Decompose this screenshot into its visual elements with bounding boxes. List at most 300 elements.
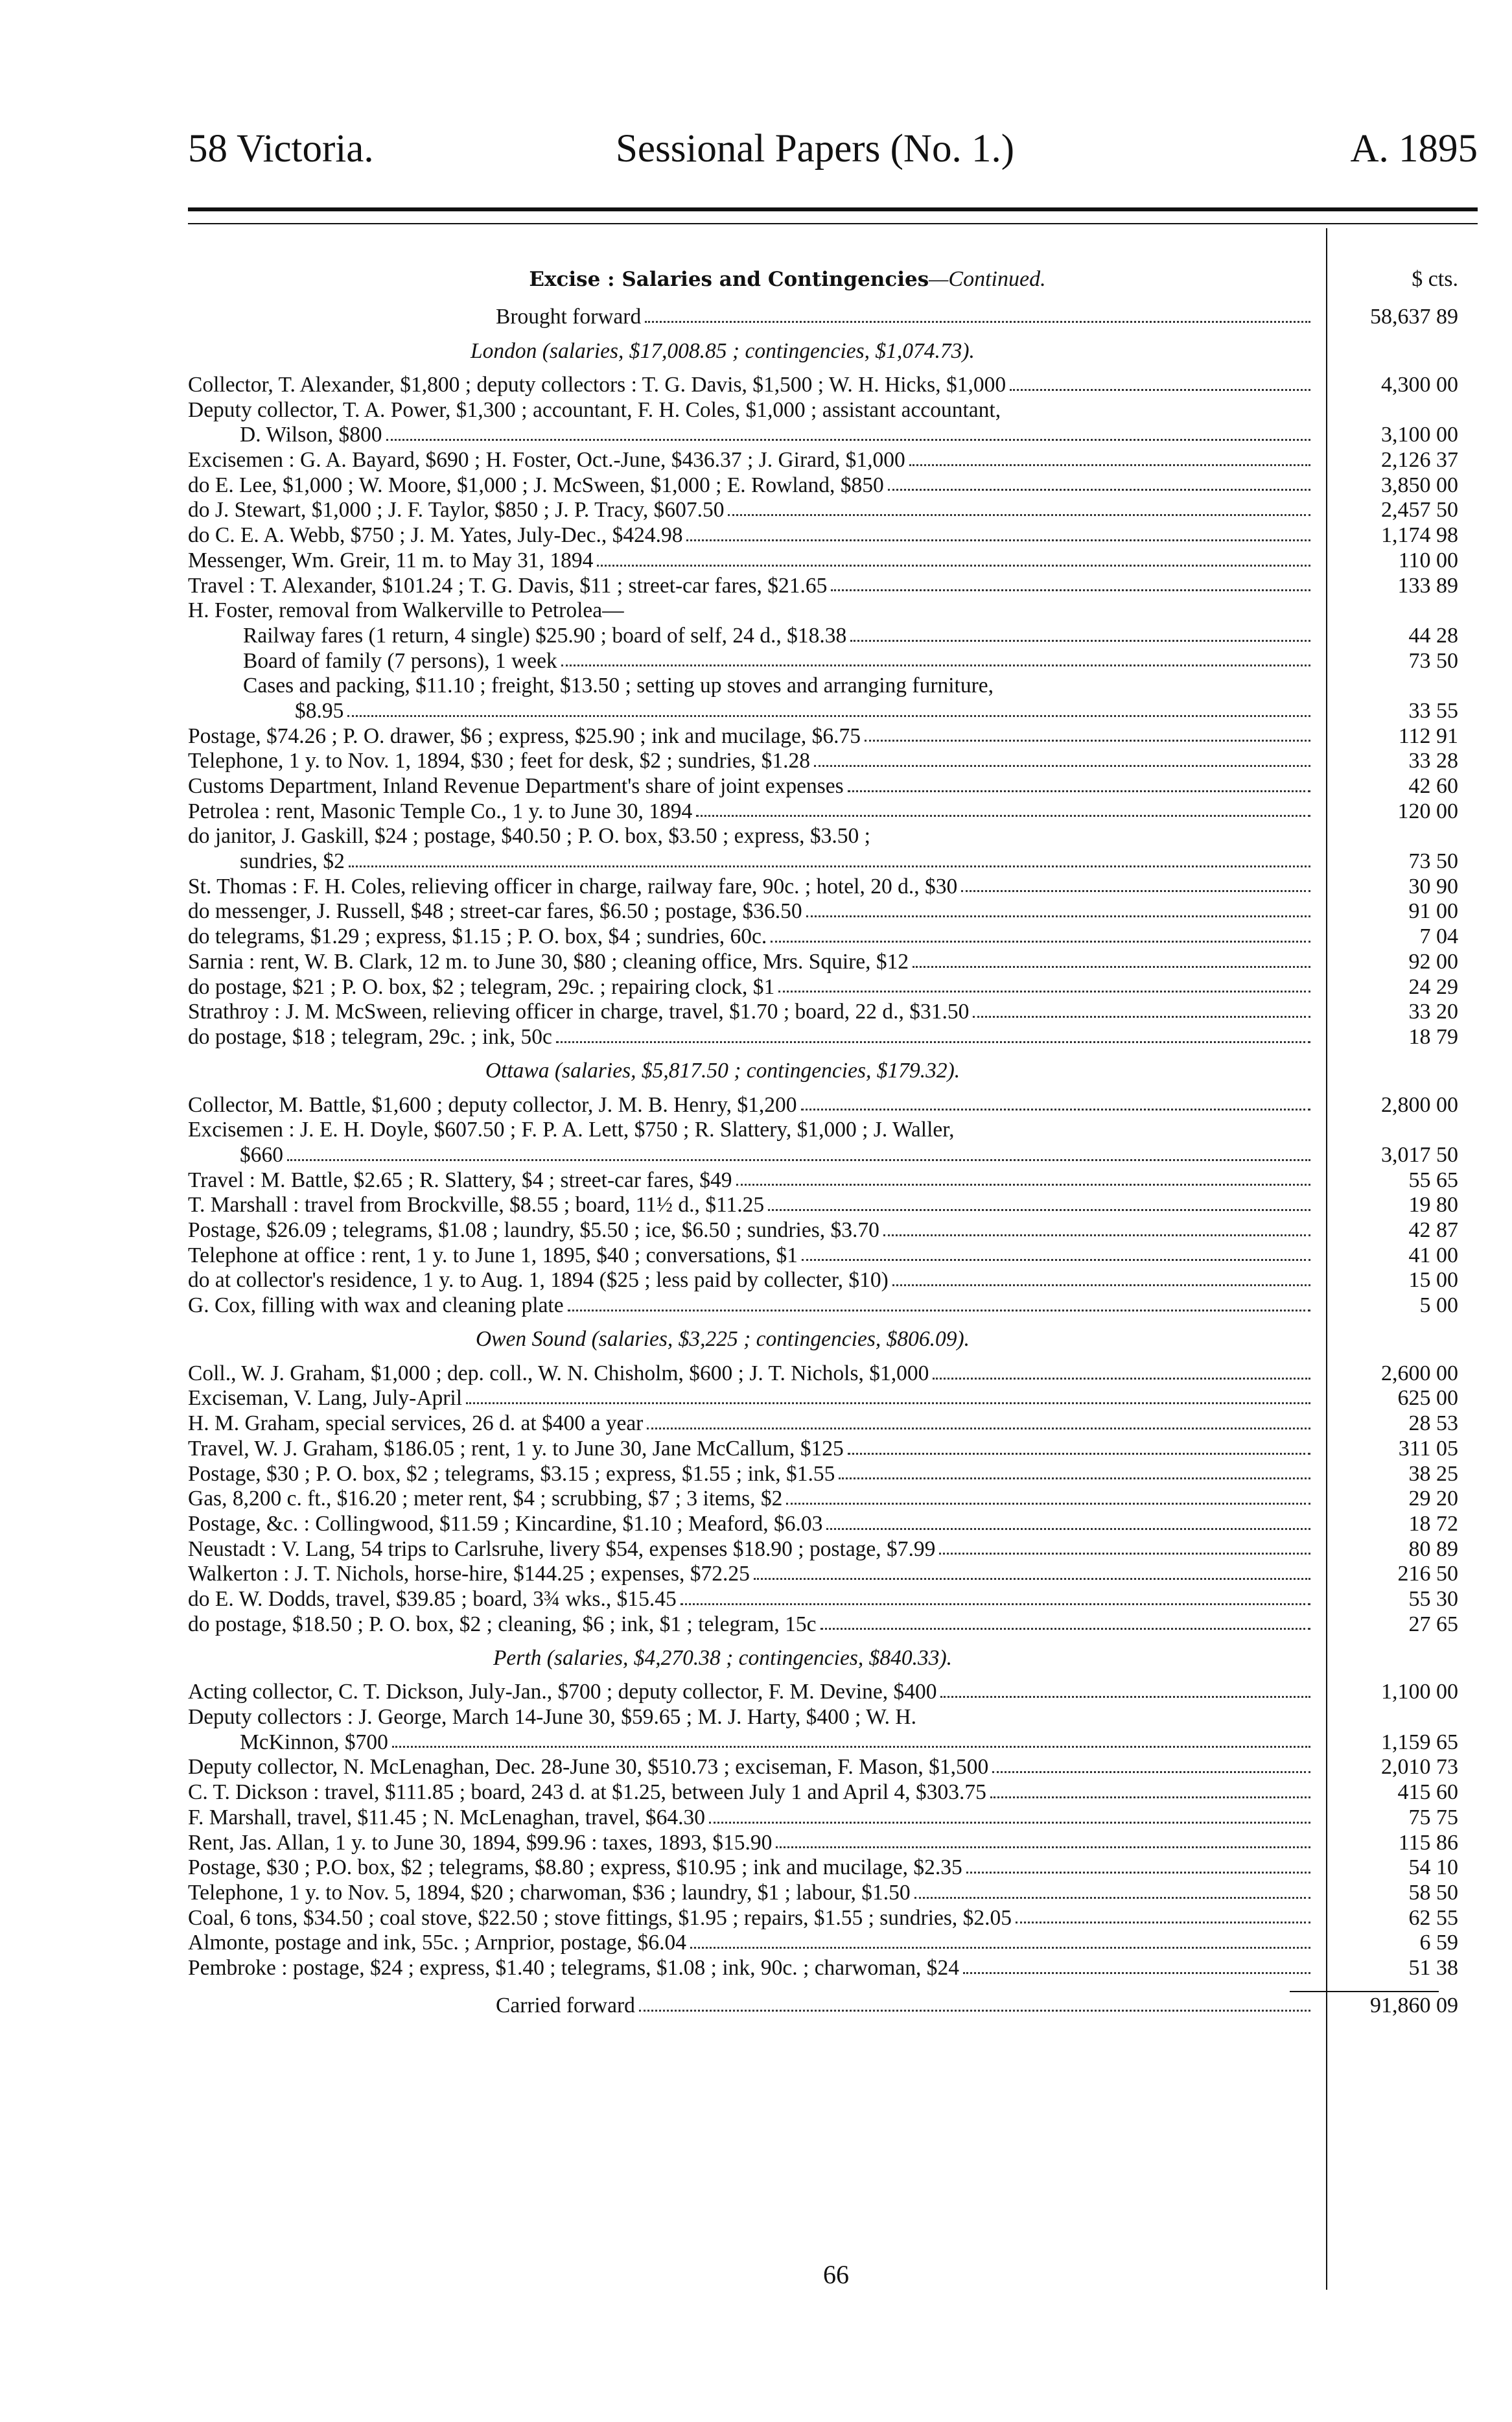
leader-dots: [883, 1234, 1310, 1236]
leader-dots: [786, 1503, 1310, 1505]
row-amount: 42 87: [1408, 1218, 1458, 1243]
ledger-row: [188, 749, 1478, 774]
row-description: [188, 774, 1316, 799]
row-description: [188, 1587, 1316, 1612]
row-description: [188, 1956, 1316, 1981]
ledger-row: [188, 899, 1478, 924]
leader-dots: [806, 915, 1310, 917]
row-amount: 1,159 65: [1381, 1730, 1458, 1754]
ledger-row: [188, 1805, 1478, 1831]
row-amount: 3,017 50: [1381, 1142, 1458, 1167]
row-description: [188, 548, 1316, 574]
row-amount: 2,010 73: [1381, 1755, 1458, 1780]
row-description: [188, 1612, 1316, 1638]
row-amount: 1,174 98: [1381, 523, 1458, 548]
row-amount: 28 53: [1408, 1411, 1458, 1436]
row-amount: 33 28: [1408, 749, 1458, 773]
leader-dots: [696, 815, 1310, 817]
row-description: [188, 1855, 1316, 1881]
leader-dots: [940, 1696, 1310, 1698]
row-description: [188, 975, 1316, 1000]
leader-dots: [736, 1184, 1311, 1186]
ledger-row: [188, 975, 1478, 1000]
row-text: $8.95: [295, 698, 344, 723]
row-amount: 27 65: [1408, 1612, 1458, 1636]
row-text: Gas, 8,200 c. ft., $16.20 ; meter rent, $4 ; scrubbing, $7 ; 3 items, $2: [188, 1487, 783, 1511]
row-text: Neustadt : V. Lang, 54 trips to Carlsruhe, livery $54, expenses $18.90 ; postage, $7.99: [188, 1536, 936, 1561]
row-text: Rent, Jas. Allan, 1 y. to June 30, 1894, $99.96 : taxes, 1893, $15.90: [188, 1830, 773, 1855]
leader-dots: [287, 1159, 1310, 1161]
row-description: [188, 1268, 1316, 1293]
section-heading-text: Owen Sound (salaries, $3,225 ; contingencies, $806.09).: [475, 1327, 970, 1352]
ledger-row: [188, 724, 1478, 749]
row-description: [188, 950, 1316, 975]
leader-dots: [1010, 389, 1310, 391]
row-text: G. Cox, filling with wax and cleaning plate: [188, 1293, 564, 1318]
row-description: [188, 624, 1316, 649]
row-text: Pembroke : postage, $24 ; express, $1.40 ; telegrams, $1.08 ; ink, 90c. ; charwoman, $24: [188, 1955, 959, 1980]
row-description: [188, 1218, 1316, 1243]
row-text: Telephone at office : rent, 1 y. to June 1, 1895, $40 ; conversations, $1: [188, 1243, 798, 1267]
ledger-row: [188, 1881, 1478, 1906]
ledger-row: [188, 574, 1478, 599]
row-text: Postage, $74.26 ; P. O. drawer, $6 ; express, $25.90 ; ink and mucilage, $6.75: [188, 723, 861, 748]
row-description: [188, 899, 1316, 924]
row-description: [188, 824, 1316, 874]
row-description: [188, 749, 1316, 774]
row-amount: 112 91: [1398, 723, 1458, 748]
row-text: do at collector's residence, 1 y. to Aug. 1, 1894 ($25 ; less paid by collecter, $10): [188, 1268, 889, 1293]
leader-dots: [386, 439, 1310, 441]
row-text: Railway fares (1 return, 4 single) $25.90 ; board of self, 24 d., $18.38: [243, 623, 847, 648]
ledger-row: [188, 1387, 1478, 1412]
leader-dots: [939, 1553, 1310, 1555]
row-description: [188, 1411, 1316, 1437]
row-text: H. M. Graham, special services, 26 d. at $400 a year: [188, 1411, 644, 1436]
row-amount: 216 50: [1397, 1562, 1458, 1586]
row-text: McKinnon, $700: [240, 1730, 388, 1754]
row-text: do postage, $18.50 ; P. O. box, $2 ; cleaning, $6 ; ink, $1 ; telegram, 15c: [188, 1612, 817, 1636]
row-text: Travel : M. Battle, $2.65 ; R. Slattery, $4 ; street-car fares, $49: [188, 1168, 732, 1192]
header-rule-thin: [188, 223, 1478, 224]
leader-dots: [850, 640, 1310, 642]
row-text: Excisemen : G. A. Bayard, $690 ; H. Foster, Oct.-June, $436.37 ; J. Girard, $1,000: [188, 448, 905, 473]
row-amount: 58 50: [1408, 1880, 1458, 1905]
row-text: do E. W. Dodds, travel, $39.85 ; board, 3¾ wks., $15.45: [188, 1586, 677, 1611]
row-amount: 2,126 37: [1381, 448, 1458, 473]
row-amount: 24 29: [1408, 974, 1458, 999]
leader-dots: [888, 489, 1310, 491]
leader-dots: [814, 765, 1310, 767]
row-description: [188, 1705, 1316, 1755]
leader-dots: [728, 514, 1310, 516]
brought-forward-amount: 58,637 89: [1370, 305, 1458, 329]
row-description: [188, 498, 1316, 523]
row-description: [188, 1906, 1316, 1931]
ledger-row: [188, 398, 1478, 448]
row-description: [188, 1437, 1316, 1462]
section-heading: [188, 1637, 1478, 1680]
row-amount: 44 28: [1408, 623, 1458, 648]
leader-dots: [639, 2010, 1310, 2012]
row-description: [188, 1931, 1316, 1956]
ledger-row: [188, 1268, 1478, 1293]
ledger-row: [188, 824, 1478, 874]
row-amount: 33 55: [1408, 698, 1458, 723]
leader-dots: [645, 321, 1310, 323]
row-description: [188, 1537, 1316, 1562]
ledger-row: [188, 1462, 1478, 1487]
row-amount: 2,600 00: [1381, 1361, 1458, 1385]
section-heading-text: Perth (salaries, $4,270.38 ; contingencies, $840.33).: [493, 1646, 953, 1671]
row-description: [188, 924, 1316, 950]
ledger-row: [188, 799, 1478, 825]
row-text: F. Marshall, travel, $11.45 ; N. McLenaghan, travel, $64.30: [188, 1805, 706, 1829]
row-text: H. Foster, removal from Walkerville to Petrolea—: [188, 598, 624, 623]
row-amount: 133 89: [1397, 573, 1458, 598]
ledger-row: [188, 649, 1478, 674]
row-description: [188, 649, 1316, 674]
leader-dots: [466, 1402, 1310, 1404]
leader-dots: [820, 1628, 1310, 1630]
row-text: Deputy collector, T. A. Power, $1,300 ; accountant, F. H. Coles, $1,000 ; assistant accountant,: [188, 397, 1001, 422]
carried-forward-row: [188, 1981, 1478, 2019]
row-text: Exciseman, V. Lang, July-April: [188, 1386, 463, 1411]
running-head-left: 58 Victoria.: [188, 127, 374, 170]
row-text: Almonte, postage and ink, 55c. ; Arnprior, postage, $6.04: [188, 1931, 687, 1955]
table-title-bold: Excise : Salaries and Contingencies: [529, 268, 929, 292]
row-text: Collector, M. Battle, $1,600 ; deputy collector, J. M. B. Henry, $1,200: [188, 1092, 797, 1117]
section-heading-text: Ottawa (salaries, $5,817.50 ; contingencies, $179.32).: [485, 1059, 960, 1083]
row-amount: 18 79: [1408, 1024, 1458, 1049]
ledger-row: [188, 1118, 1478, 1168]
row-amount: 120 00: [1397, 799, 1458, 823]
ledger-row: [188, 1093, 1478, 1118]
row-text: Deputy collector, N. McLenaghan, Dec. 28-June 30, $510.73 ; exciseman, F. Mason, $1,500: [188, 1755, 989, 1780]
row-description: [188, 1386, 1316, 1411]
row-text: $660: [240, 1142, 283, 1167]
leader-dots: [909, 464, 1310, 466]
ledger-row: [188, 1361, 1478, 1387]
ledger-row: [188, 1512, 1478, 1537]
row-text: do postage, $18 ; telegram, 29c. ; ink, 50c: [188, 1024, 552, 1049]
row-text: Board of family (7 persons), 1 week: [243, 648, 557, 673]
row-text: D. Wilson, $800: [240, 423, 382, 447]
leader-dots: [347, 715, 1310, 717]
row-description: [188, 1118, 1316, 1168]
row-description: [188, 373, 1316, 398]
row-text: do E. Lee, $1,000 ; W. Moore, $1,000 ; J. McSween, $1,000 ; E. Rowland, $850: [188, 473, 884, 497]
row-description: [188, 1562, 1316, 1587]
row-amount: 38 25: [1408, 1461, 1458, 1486]
ledger-row: [188, 1906, 1478, 1931]
ledger-row: [188, 1168, 1478, 1193]
row-text: Postage, $30 ; P.O. box, $2 ; telegrams, $8.80 ; express, $10.95 ; ink and mucilage, $2.35: [188, 1855, 962, 1880]
row-amount: 415 60: [1397, 1780, 1458, 1805]
leader-dots: [686, 539, 1310, 541]
row-text: St. Thomas : F. H. Coles, relieving officer in charge, railway fare, 90c. ; hotel, 20 d., $30: [188, 874, 958, 899]
ledger-row: [188, 448, 1478, 473]
ledger-row: [188, 950, 1478, 975]
leader-dots: [973, 1016, 1310, 1018]
row-amount: 311 05: [1398, 1436, 1458, 1461]
row-amount: 30 90: [1408, 874, 1458, 899]
leader-dots: [865, 740, 1310, 742]
leader-dots: [933, 1378, 1310, 1380]
row-amount: 41 00: [1408, 1243, 1458, 1267]
ledger-row: [188, 1705, 1478, 1755]
row-text: Coal, 6 tons, $34.50 ; coal stove, $22.50 ; stove fittings, $1.95 ; repairs, $1.55 ; sundries, $2.05: [188, 1905, 1012, 1930]
row-amount: 7 04: [1419, 924, 1458, 949]
ledger-row: [188, 1437, 1478, 1462]
leader-dots: [914, 1897, 1310, 1899]
leader-dots: [802, 1259, 1310, 1261]
row-text: T. Marshall : travel from Brockville, $8.55 ; board, 11½ d., $11.25: [188, 1193, 765, 1217]
row-description: [188, 398, 1316, 448]
row-amount: 92 00: [1408, 949, 1458, 974]
carried-forward-label: Carried forward: [496, 1993, 635, 2017]
row-text: Messenger, Wm. Greir, 11 m. to May 31, 1894: [188, 548, 594, 572]
row-description: [188, 1881, 1316, 1906]
row-text: C. T. Dickson : travel, $111.85 ; board, 243 d. at $1.25, between July 1 and April 4, $303.75: [188, 1780, 986, 1805]
leader-dots: [597, 565, 1310, 567]
row-description: [188, 1487, 1316, 1512]
row-text: Collector, T. Alexander, $1,800 ; deputy collectors : T. G. Davis, $1,500 ; W. H. Hicks, $1,000: [188, 372, 1006, 397]
ledger-row: [188, 1193, 1478, 1218]
leader-dots: [771, 941, 1310, 943]
row-amount: 19 80: [1408, 1193, 1458, 1217]
row-amount: 51 38: [1408, 1955, 1458, 1980]
ledger-row: [188, 1487, 1478, 1512]
ledger-row: [188, 924, 1478, 950]
ledger-row: [188, 1025, 1478, 1050]
row-text: Acting collector, C. T. Dickson, July-Jan., $700 ; deputy collector, F. M. Devine, $400: [188, 1680, 937, 1704]
ledger-row: [188, 1755, 1478, 1780]
ledger-row: [188, 1537, 1478, 1562]
row-text: Cases and packing, $11.10 ; freight, $13.50 ; setting up stoves and arranging furniture,: [243, 674, 994, 698]
table-title-italic: —Continued.: [929, 267, 1046, 292]
leader-dots: [831, 589, 1310, 591]
ledger-table: [188, 250, 1478, 2019]
leader-dots: [680, 1603, 1310, 1605]
section-heading: [188, 330, 1478, 373]
ledger-row: [188, 1831, 1478, 1856]
leader-dots: [839, 1477, 1310, 1479]
row-amount: 91 00: [1408, 899, 1458, 924]
leader-dots: [754, 1578, 1310, 1580]
row-description: [188, 799, 1316, 825]
leader-dots: [848, 790, 1310, 792]
row-description: [188, 674, 1316, 723]
brought-forward-row: [188, 292, 1478, 330]
row-text: do postage, $21 ; P. O. box, $2 ; telegram, 29c. ; repairing clock, $1: [188, 974, 775, 999]
row-text: Postage, $26.09 ; telegrams, $1.08 ; laundry, $5.50 ; ice, $6.50 ; sundries, $3.70: [188, 1218, 879, 1243]
leader-dots: [826, 1528, 1310, 1530]
leader-dots: [709, 1822, 1310, 1824]
row-text: do J. Stewart, $1,000 ; J. F. Taylor, $850 ; J. P. Tracy, $607.50: [188, 498, 725, 523]
ledger-row: [188, 1587, 1478, 1612]
ledger-row: [188, 1680, 1478, 1705]
row-amount: 5 00: [1419, 1293, 1458, 1318]
row-amount: 3,850 00: [1381, 473, 1458, 497]
row-text: sundries, $2: [240, 849, 345, 874]
carried-forward-amount: 91,860 09: [1309, 1993, 1458, 2019]
row-description: [188, 574, 1316, 599]
leader-dots: [1016, 1922, 1310, 1923]
ledger-row: [188, 1956, 1478, 1981]
ledger-row: [188, 1000, 1478, 1025]
leader-dots: [961, 890, 1310, 892]
table-title: [188, 267, 1316, 292]
leader-dots: [349, 865, 1310, 867]
row-text: Petrolea : rent, Masonic Temple Co., 1 y. to June 30, 1894: [188, 799, 693, 823]
leader-dots: [556, 1041, 1310, 1043]
row-amount: 3,100 00: [1381, 423, 1458, 447]
row-amount: 73 50: [1408, 648, 1458, 673]
row-amount: 110 00: [1398, 548, 1458, 572]
row-amount: 62 55: [1408, 1905, 1458, 1930]
row-description: [188, 1025, 1316, 1050]
row-description: [188, 1193, 1316, 1218]
running-head-center: Sessional Papers (No. 1.): [616, 127, 1015, 170]
leader-dots: [992, 1771, 1310, 1773]
row-text: Travel : T. Alexander, $101.24 ; T. G. Davis, $11 ; street-car fares, $21.65: [188, 573, 828, 598]
row-text: Walkerton : J. T. Nichols, horse-hire, $144.25 ; expenses, $72.25: [188, 1562, 750, 1586]
leader-dots: [966, 1872, 1310, 1874]
row-text: Excisemen : J. E. H. Doyle, $607.50 ; F. P. A. Lett, $750 ; R. Slattery, $1,000 ; J. Waller,: [188, 1118, 955, 1142]
row-amount: 1,100 00: [1381, 1680, 1458, 1704]
row-amount: 29 20: [1408, 1487, 1458, 1511]
ledger-row: [188, 624, 1478, 649]
leader-dots: [963, 1972, 1310, 1974]
leader-dots: [778, 991, 1310, 993]
row-text: do C. E. A. Webb, $750 ; J. M. Yates, July-Dec., $424.98: [188, 523, 683, 548]
row-amount: 55 30: [1408, 1586, 1458, 1611]
row-amount: 18 72: [1408, 1511, 1458, 1536]
ledger-row: [188, 1562, 1478, 1587]
row-text: do janitor, J. Gaskill, $24 ; postage, $40.50 ; P. O. box, $3.50 ; express, $3.50 ;: [188, 824, 870, 849]
ledger-row: [188, 598, 1478, 624]
row-description: [188, 473, 1316, 499]
row-amount: 75 75: [1408, 1805, 1458, 1829]
row-text: Deputy collectors : J. George, March 14-June 30, $59.65 ; M. J. Harty, $400 ; W. H.: [188, 1705, 916, 1730]
row-amount: 625 00: [1397, 1386, 1458, 1411]
row-description: [188, 1293, 1316, 1319]
row-text: Telephone, 1 y. to Nov. 5, 1894, $20 ; charwoman, $36 ; laundry, $1 ; labour, $1.50: [188, 1880, 911, 1905]
row-description: [188, 1000, 1316, 1025]
row-description: [188, 724, 1316, 749]
row-amount: 80 89: [1408, 1536, 1458, 1561]
leader-dots: [568, 1310, 1310, 1311]
row-amount: 54 10: [1408, 1855, 1458, 1880]
row-amount: 73 50: [1408, 849, 1458, 874]
row-amount: 4,300 00: [1381, 372, 1458, 397]
row-description: [188, 875, 1316, 900]
row-amount: 15 00: [1408, 1268, 1458, 1293]
amount-header: $ cts.: [1412, 267, 1458, 292]
ledger-row: [188, 1411, 1478, 1437]
row-description: [188, 1805, 1316, 1831]
row-description: [188, 448, 1316, 473]
section-heading: [188, 1319, 1478, 1361]
ledger-row: [188, 1780, 1478, 1805]
row-text: Telephone, 1 y. to Nov. 1, 1894, $30 ; feet for desk, $2 ; sundries, $1.28: [188, 749, 811, 773]
leader-dots: [647, 1428, 1310, 1429]
ledger-row: [188, 1931, 1478, 1956]
leader-dots: [848, 1453, 1310, 1455]
row-text: Strathroy : J. M. McSween, relieving officer in charge, travel, $1.70 ; board, 22 d., $31.50: [188, 1000, 970, 1024]
ledger-row: [188, 674, 1478, 723]
section-heading: [188, 1050, 1478, 1093]
row-text: Coll., W. J. Graham, $1,000 ; dep. coll., W. N. Chisholm, $600 ; J. T. Nichols, $1,000: [188, 1361, 929, 1385]
ledger-row: [188, 373, 1478, 398]
ledger-row: [188, 1612, 1478, 1638]
leader-dots: [990, 1796, 1310, 1798]
row-text: Postage, &c. : Collingwood, $11.59 ; Kincardine, $1.10 ; Meaford, $6.03: [188, 1511, 823, 1536]
row-description: [188, 1755, 1316, 1780]
row-text: Customs Department, Inland Revenue Department's share of joint expenses: [188, 774, 844, 799]
row-text: Postage, $30 ; P. O. box, $2 ; telegrams, $3.15 ; express, $1.55 ; ink, $1.55: [188, 1461, 835, 1486]
total-rule: [1290, 1991, 1439, 1992]
row-text: Travel, W. J. Graham, $186.05 ; rent, 1 y. to June 30, Jane McCallum, $125: [188, 1436, 844, 1461]
running-head-right: A. 1895: [1350, 127, 1478, 170]
header-rule-thick: [188, 207, 1478, 211]
row-description: [188, 598, 1316, 624]
row-description: [188, 1168, 1316, 1193]
leader-dots: [392, 1746, 1310, 1748]
row-description: [188, 1512, 1316, 1537]
sections: [188, 330, 1478, 1981]
row-amount: 2,457 50: [1381, 498, 1458, 523]
row-text: do telegrams, $1.29 ; express, $1.15 ; P. O. box, $4 ; sundries, 60c.: [188, 924, 767, 949]
leader-dots: [768, 1209, 1310, 1211]
leader-dots: [561, 664, 1310, 666]
leader-dots: [776, 1846, 1310, 1848]
ledger-row: [188, 523, 1478, 548]
table-header: [188, 250, 1478, 292]
row-description: [188, 1243, 1316, 1269]
ledger-row: [188, 875, 1478, 900]
ledger-row: [188, 774, 1478, 799]
row-amount: 55 65: [1408, 1168, 1458, 1192]
leader-dots: [801, 1109, 1310, 1111]
brought-forward-label: Brought forward: [496, 305, 642, 329]
row-description: [188, 523, 1316, 548]
row-description: [188, 1831, 1316, 1856]
ledger-row: [188, 548, 1478, 574]
page-number: 66: [823, 2260, 849, 2289]
section-heading-text: London (salaries, $17,008.85 ; contingencies, $1,074.73).: [471, 338, 975, 363]
row-amount: 115 86: [1398, 1830, 1458, 1855]
ledger-row: [188, 1243, 1478, 1269]
row-amount: 33 20: [1408, 1000, 1458, 1024]
ledger-row: [188, 1293, 1478, 1319]
row-description: [188, 1361, 1316, 1387]
row-description: [188, 1680, 1316, 1705]
row-text: Sarnia : rent, W. B. Clark, 12 m. to June 30, $80 ; cleaning office, Mrs. Squire, $12: [188, 949, 909, 974]
running-head: [188, 126, 1478, 185]
ledger-row: [188, 1855, 1478, 1881]
row-text: do messenger, J. Russell, $48 ; street-car fares, $6.50 ; postage, $36.50: [188, 899, 802, 924]
row-amount: 42 60: [1408, 774, 1458, 799]
leader-dots: [892, 1284, 1310, 1286]
ledger-row: [188, 1218, 1478, 1243]
row-description: [188, 1093, 1316, 1118]
leader-dots: [913, 966, 1310, 968]
ledger-row: [188, 498, 1478, 523]
row-amount: 6 59: [1419, 1931, 1458, 1955]
row-description: [188, 1462, 1316, 1487]
